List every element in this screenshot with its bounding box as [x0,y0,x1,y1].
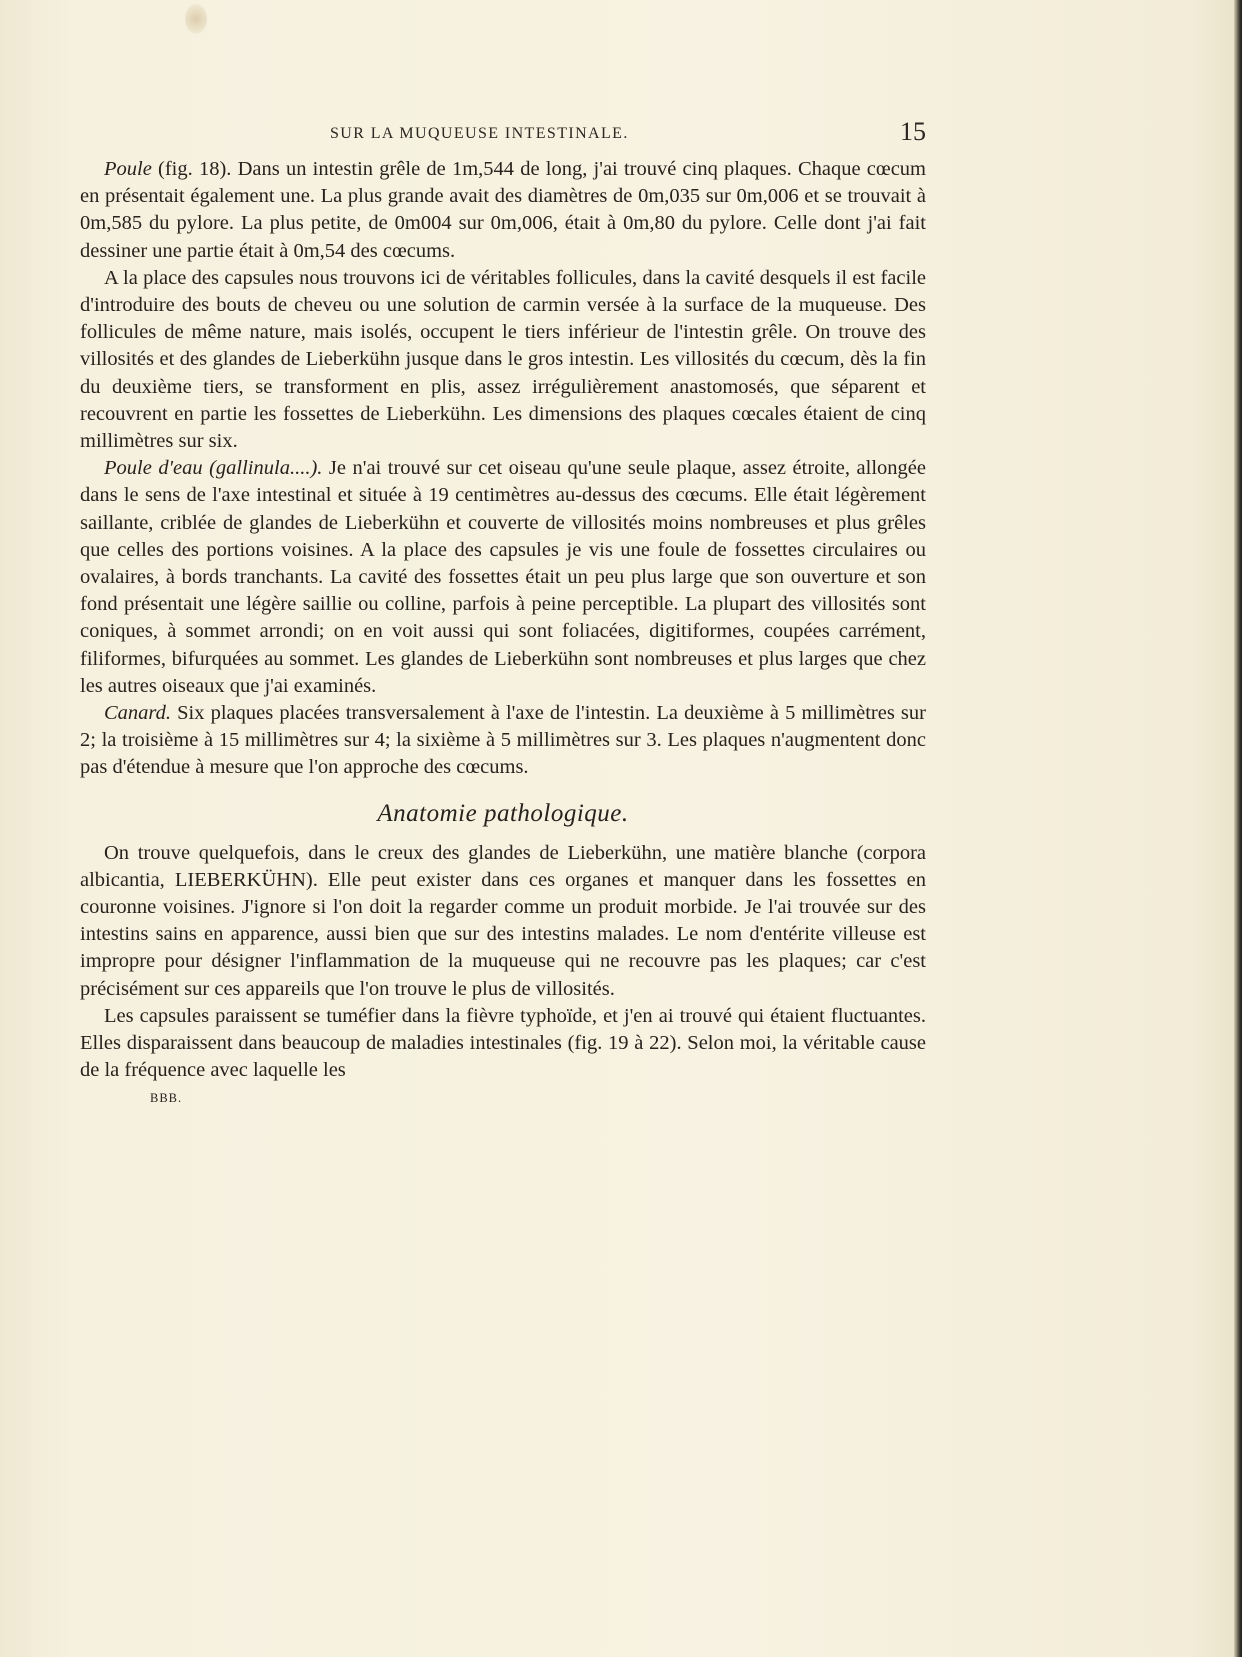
page-edge [1234,0,1242,1657]
paragraph-canard [80,700,926,782]
paragraph-text: On trouve quelquefois, dans le creux des glandes de Lieberkühn, une matière blanche (corpora albicantia, LIEBERKÜHN). Elle peut exister dans ces organes et manquer dans les fossettes en couronne voisines. J'ignore si l'on doit la regarder comme un produit morbide. Je l'ai trouvée sur des intestins sains en apparence, aussi bien que sur des intestins malades. Le nom d'entérite villeuse est impropre pour désigner l'inflammation de la muqueuse qui ne recouvre pas les plaques; car c'est précisément sur ces appareils que l'on trouve le plus de villosités. [80,841,926,1000]
paragraph-lead: Canard. [104,702,172,725]
paragraph-poule-d-eau [80,455,926,700]
paragraph-follicules [80,265,926,455]
paragraph-capsules [80,1003,926,1085]
paragraph-text: Les capsules paraissent se tuméfier dans la fièvre typhoïde, et j'en ai trouvé qui étaient fluctuantes. Elles disparaissent dans beaucoup de maladies intestinales (fig. 19 à 22). Selon moi, la véritable cause de la fréquence avec laquelle les [80,1004,926,1082]
paragraph-text: Je n'ai trouvé sur cet oiseau qu'une seule plaque, assez étroite, allongée dans le sens de l'axe intestinal et située à 19 centimètres au-dessus des cœcums. Elle était légèrement saillante, criblée de glandes de Lieberkühn et couverte de villosités moins nombreuses et plus grêles que celles des portions voisines. A la place des capsules je vis une foule de fossettes circulaires ou ovalaires, à bords tranchants. La cavité des fossettes était un peu plus large que son ouverture et son fond présentait une légère saillie ou colline, parfois à peine perceptible. La plupart des villosités sont coniques, à sommet arrondi; on en voit aussi qui sont foliacées, digitiformes, coupées carrément, filiformes, bifurquées au sommet. Les glandes de Lieberkühn sont nombreuses et plus larges que chez les autres oiseaux que j'ai examinés. [80,457,926,697]
paragraph-lead: Poule [104,158,152,180]
page-header [80,117,926,151]
paragraph-lead: Poule d'eau (gallinula....). [104,457,323,480]
paragraph-text: (fig. 18). Dans un intestin grêle de 1m,544 de long, j'ai trouvé cinq plaques. Chaque cœcum en présentait également une. La plus grande avait des diamètres de 0m,035 sur 0m,006 et se trouvait à 0m,585 du pylore. La plus petite, de 0m004 sur 0m,006, était à 0m,80 du pylore. Celle dont j'ai fait dessiner une partie était à 0m,54 des cœcums. [80,158,926,262]
paragraph-text: A la place des capsules nous trouvons ici de véritables follicules, dans la cavité desquels il est facile d'introduire des bouts de cheveu ou une solution de carmin versée à la surface de la muqueuse. Des follicules de même nature, mais isolés, occupent le tiers inférieur de l'intestin grêle. On trouve des villosités et des glandes de Lieberkühn jusque dans le gros intestin. Les villosités du cœcum, dès la fin du deuxième tiers, se transforment en plis, assez irrégulièrement anastomosés, que séparent et recouvrent en partie les fossettes de Lieberkühn. Les dimensions des plaques cœcales étaient de cinq millimètres sur six. [80,266,926,453]
paper-stain [185,4,207,34]
section-heading: Anatomie pathologique. [377,799,629,827]
page-number: 15 [900,117,926,146]
paragraph-text: Six plaques placées transversalement à l'axe de l'intestin. La deuxième à 5 millimètres sur 2; la troisième à 15 millimètres sur 4; la sixième à 5 millimètres sur 3. Les plaques n'augmentent donc pas d'étendue à mesure que l'on approche des cœcums. [80,702,926,779]
running-head: SUR LA MUQUEUSE INTESTINALE. [330,125,629,142]
signature-mark: BBB. [150,1090,183,1105]
paragraph-corpora [80,840,926,1003]
paragraph-poule [80,156,926,265]
body-text [80,156,926,1106]
